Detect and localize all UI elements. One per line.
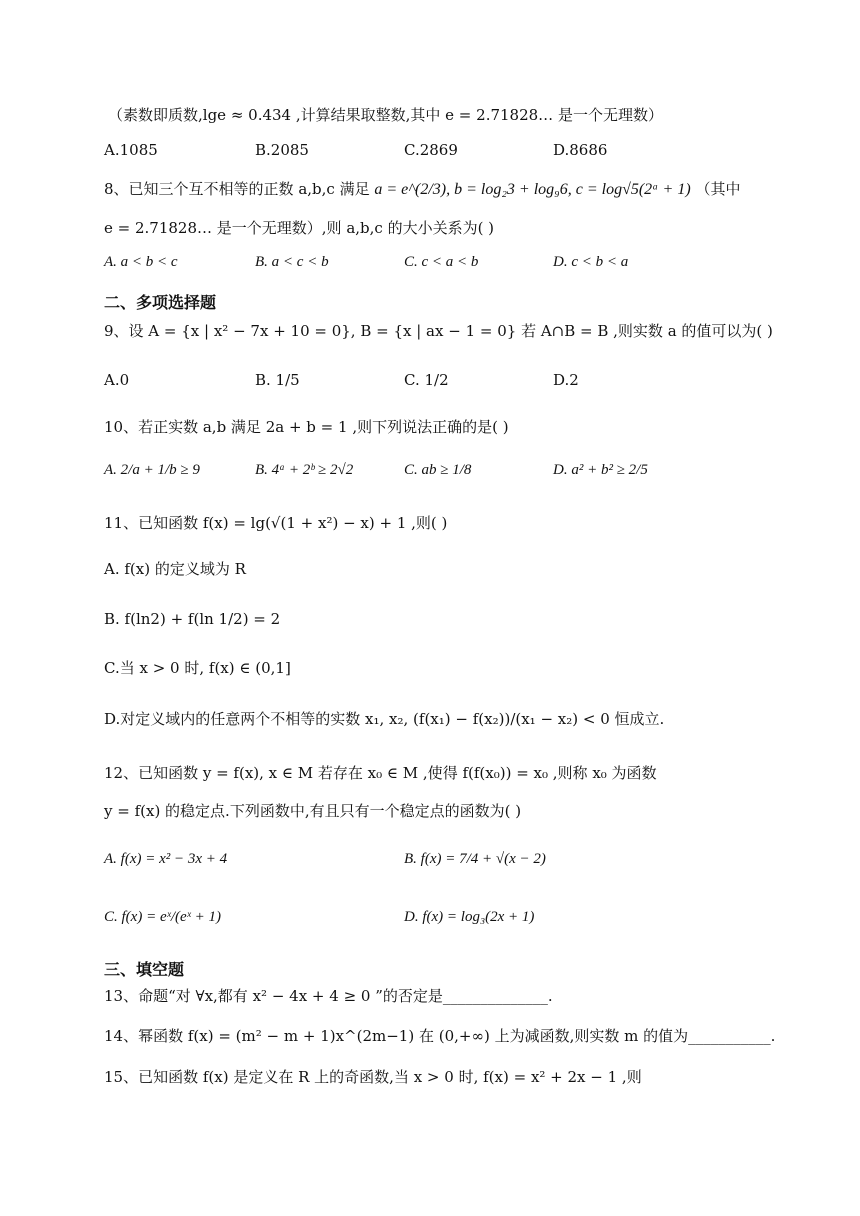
q9-option-c: C. 1/2 [404,371,449,389]
q9-option-b: B. 1/5 [255,371,300,389]
q8-option-c: C. c < a < b [404,254,479,270]
q13-text: 13、命题“对 ∀x,都有 x² − 4x + 4 ≥ 0 ”的否定是______________. [104,987,553,1005]
q10-option-b: B. 4ᵃ + 2ᵇ ≥ 2√2 [255,462,354,478]
q12-option-a: A. f(x) = x² − 3x + 4 [104,851,228,867]
q7-option-a: A.1085 [104,141,158,159]
q8-stem-line1 [104,178,740,201]
q11-option-a: A. f(x) 的定义域为 R [104,560,246,578]
q12-stem-line2: y = f(x) 的稳定点.下列函数中,有且只有一个稳定点的函数为( ) [104,802,522,820]
q8-stem-math: a = e^(2/3), b = log₂3 + log₉6, c = log√5(2ᵃ + 1) [374,181,691,198]
q12-option-d: D. f(x) = log₃(2x + 1) [404,909,535,925]
q12-option-c: C. f(x) = eˣ/(eˣ + 1) [104,909,222,925]
q11-option-d: D.对定义域内的任意两个不相等的实数 x₁, x₂, (f(x₁) − f(x₂))/(x₁ − x₂) < 0 恒成立. [104,710,665,728]
q14-text: 14、幂函数 f(x) = (m² − m + 1)x^(2m−1) 在 (0,+∞) 上为减函数,则实数 m 的值为___________. [104,1027,776,1045]
q10-option-d: D. a² + b² ≥ 2/5 [553,462,648,478]
section-heading-fill-in: 三、填空题 [104,960,185,979]
q8-stem-line2: e = 2.71828… 是一个无理数）,则 a,b,c 的大小关系为( ) [104,219,495,237]
q9-option-a: A.0 [104,371,130,389]
q15-text: 15、已知函数 f(x) 是定义在 R 上的奇函数,当 x > 0 时, f(x) = x² + 2x − 1 ,则 [104,1068,642,1086]
q8-stem-b: （其中 [695,180,741,198]
q12-stem-line1: 12、已知函数 y = f(x), x ∈ M 若存在 x₀ ∈ M ,使得 f(f(x₀)) = x₀ ,则称 x₀ 为函数 [104,764,657,782]
q8-option-d: D. c < b < a [553,254,629,270]
q9-option-d: D.2 [553,371,579,389]
q7-option-b: B.2085 [255,141,309,159]
q7-note: （素数即质数,lge ≈ 0.434 ,计算结果取整数,其中 e = 2.71828… 是一个无理数） [108,106,663,124]
q10-option-a: A. 2/a + 1/b ≥ 9 [104,462,200,478]
q11-option-c: C.当 x > 0 时, f(x) ∈ (0,1] [104,659,291,677]
q7-option-c: C.2869 [404,141,458,159]
q12-option-b: B. f(x) = 7/4 + √(x − 2) [404,851,546,867]
q9-stem: 9、设 A = {x | x² − 7x + 10 = 0}, B = {x | ax − 1 = 0} 若 A∩B = B ,则实数 a 的值可以为( ) [104,322,773,340]
q11-stem: 11、已知函数 f(x) = lg(√(1 + x²) − x) + 1 ,则( ) [104,514,448,532]
q10-stem: 10、若正实数 a,b 满足 2a + b = 1 ,则下列说法正确的是( ) [104,418,509,436]
q8-option-a: A. a < b < c [104,254,178,270]
q7-option-d: D.8686 [553,141,608,159]
section-heading-multiple-choice: 二、多项选择题 [104,293,217,312]
q8-stem-a: 8、已知三个互不相等的正数 a,b,c 满足 [104,180,370,198]
q11-option-b: B. f(ln2) + f(ln 1/2) = 2 [104,610,281,628]
q8-option-b: B. a < c < b [255,254,329,270]
q10-option-c: C. ab ≥ 1/8 [404,462,472,478]
